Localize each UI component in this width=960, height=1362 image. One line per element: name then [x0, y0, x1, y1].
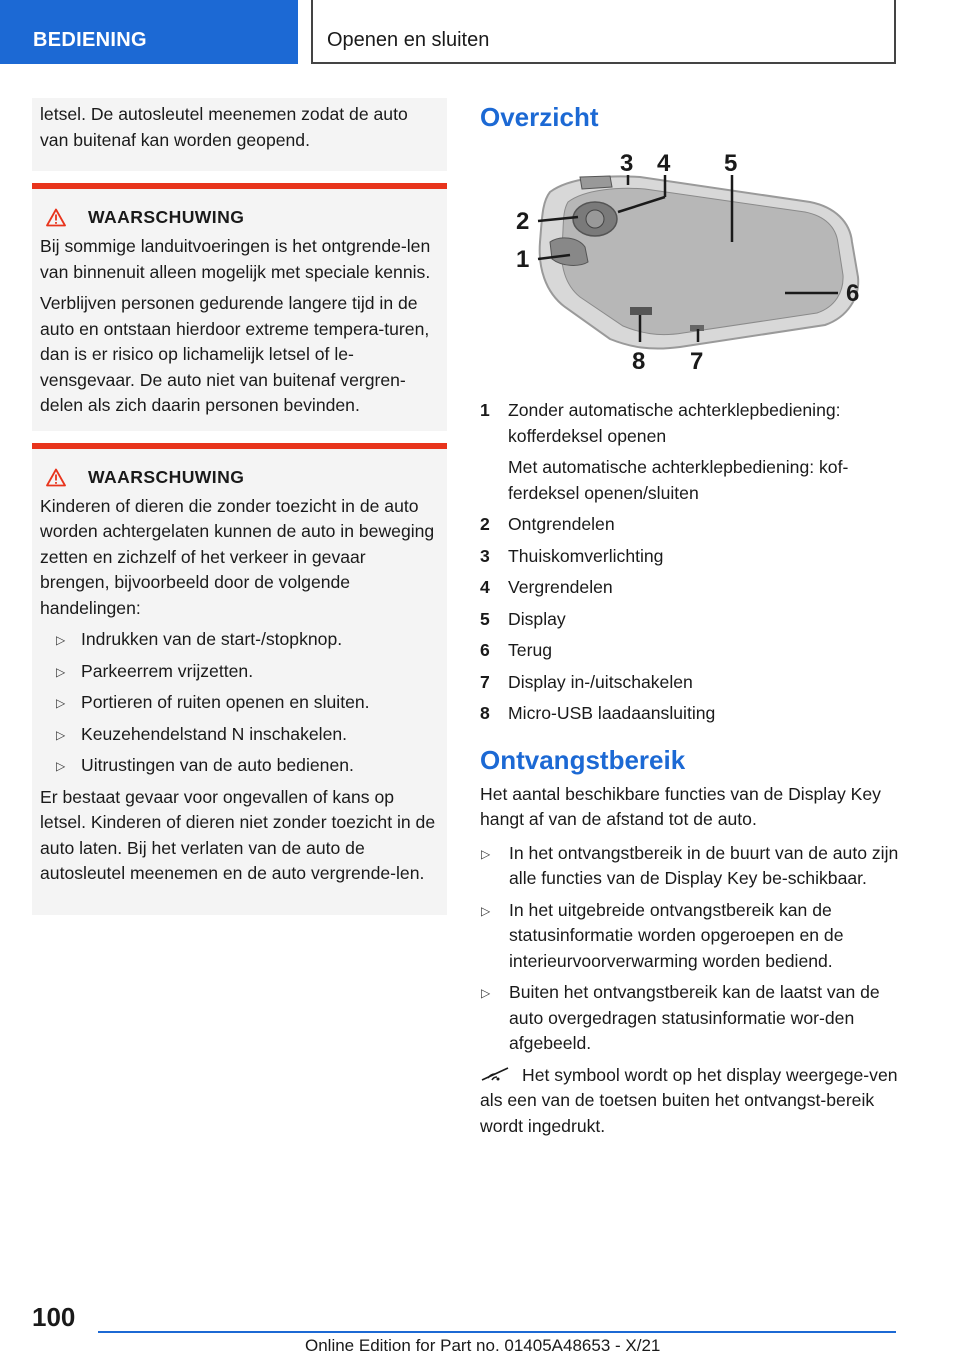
legend-item: 6 Terug — [480, 640, 553, 660]
legend-item: 5 Display — [480, 608, 566, 629]
footer-divider — [98, 1331, 896, 1333]
warning-box-2 — [32, 443, 447, 915]
bullet-triangle-icon: ▷ — [56, 664, 66, 679]
list-item: ▷ Keuzehendelstand N inschakelen. — [40, 722, 439, 748]
warning-heading-1 — [46, 207, 439, 228]
warning-title-1: WAARSCHUWING — [88, 207, 245, 227]
figure-label-6: 6 — [846, 280, 860, 307]
warning1-paragraph-2: Verblijven personen gedurende langere tijd in de auto en ontstaan hierdoor extreme tempera‐turen, dan is er risico op lichamelijk letsel of le‐vensgevaar. De auto niet van buitenaf vergren‐delen als zich daarin personen bevinden. — [40, 293, 430, 415]
header-section — [0, 0, 298, 64]
bullet-triangle-icon: ▷ — [56, 759, 66, 773]
figure-label-7: 7 — [690, 348, 704, 375]
list-item: ▷ Uitrustingen van de auto bedienen. — [40, 753, 439, 779]
warning-title-2: WAARSCHUWING — [88, 466, 245, 487]
bullet-triangle-icon: ▷ — [481, 986, 491, 1000]
right-column — [480, 98, 900, 1139]
bullet-triangle-icon: ▷ — [56, 633, 66, 647]
list-item: ▷ Buiten het ontvangstbereik kan de laatst van de auto overgedragen statusinformatie wor‐den afgebeeld. — [481, 982, 880, 1053]
range-heading: Ontvangstbereik — [480, 744, 686, 775]
chapter-title: Openen en sluiten — [327, 29, 490, 51]
list-item: ▷ Parkeerrem vrijzetten. — [40, 659, 439, 685]
bullet-triangle-icon: ▷ — [56, 696, 66, 710]
figure-label-8: 8 — [632, 348, 646, 375]
range-list — [480, 841, 900, 1057]
header-chapter — [311, 0, 896, 64]
out-of-range-signal-icon — [480, 1066, 514, 1082]
legend-item: 7 Display in-/uitschakelen — [480, 671, 693, 692]
list-item: ▷ Portieren of ruiten openen en sluiten. — [40, 690, 439, 716]
legend-item: 1 Zonder automatische achterklepbediening: kofferdeksel openen Met automatische achterklepbediening: kof‐ferdeksel openen/sluiten — [480, 400, 849, 503]
list-item: ▷ In het uitgebreide ontvangstbereik kan de statusinformatie worden opgeroepen en de interieurvoorverwarming worden bediend. — [481, 899, 844, 971]
left-column — [32, 98, 447, 915]
section-title: BEDIENING — [33, 29, 147, 51]
footer-edition: Online Edition for Part no. 01405A48653 - X/21 — [305, 1336, 661, 1355]
warning1-paragraph-1: Bij sommige landuitvoeringen is het ontgrende‐len van binnenuit alleen mogelijk met speciale kennis. — [40, 236, 431, 282]
warning2-list — [40, 627, 439, 779]
warning-triangle-icon — [46, 468, 66, 487]
legend-item: 3 Thuiskomverlichting — [480, 545, 664, 566]
range-section — [480, 745, 900, 1140]
legend-item: 4 Vergrendelen — [480, 577, 613, 597]
figure-label-1: 1 — [516, 246, 530, 273]
range-intro: Het aantal beschikbare functies van de Display Key hangt af van de afstand tot de auto. — [480, 783, 881, 829]
figure-label-3: 3 — [620, 150, 634, 177]
warning-box-1 — [32, 183, 447, 431]
list-item: ▷ In het ontvangstbereik in de buurt van de auto zijn alle functies van de Display Key be‐schikbaar. — [481, 842, 899, 888]
overview-heading: Overzicht — [480, 102, 599, 132]
bullet-triangle-icon: ▷ — [481, 846, 491, 861]
list-item: ▷ Indrukken van de start-/stopknop. — [40, 627, 439, 653]
figure-label-2: 2 — [516, 208, 530, 235]
legend-item: 8 Micro-USB laadaansluiting — [480, 703, 716, 723]
display-key-figure — [480, 147, 880, 377]
figure-label-5: 5 — [724, 150, 738, 177]
bullet-triangle-icon: ▷ — [56, 727, 66, 742]
continued-text: letsel. De autosleutel meenemen zodat de auto van buitenaf kan worden geopend. — [40, 104, 408, 150]
warning-triangle-icon — [46, 208, 66, 227]
continued-box — [32, 98, 447, 171]
legend-list — [480, 398, 900, 727]
warning-heading-2 — [46, 467, 439, 488]
figure-label-4: 4 — [657, 150, 671, 177]
symbol-note: Het symbool wordt op het display weergege‐ven als een van de toetsen buiten het ontvangst‐bereik wordt ingedrukt. — [480, 1064, 898, 1136]
bullet-triangle-icon: ▷ — [481, 903, 491, 918]
warning2-outro: Er bestaat gevaar voor ongevallen of kans op letsel. Kinderen of dieren niet zonder toezicht in de auto laten. Bij het verlaten van de auto de autosleutel meenemen en de auto vergrende‐len. — [40, 786, 436, 883]
legend-item: 2 Ontgrendelen — [480, 514, 615, 534]
warning2-intro: Kinderen of dieren die zonder toezicht in de auto worden achtergelaten kunnen de auto in beweging zetten en zichzelf of het verkeer in gevaar brengen, bijvoorbeeld door de volgende handelingen: — [40, 495, 435, 618]
page-number: 100 — [32, 1302, 76, 1332]
